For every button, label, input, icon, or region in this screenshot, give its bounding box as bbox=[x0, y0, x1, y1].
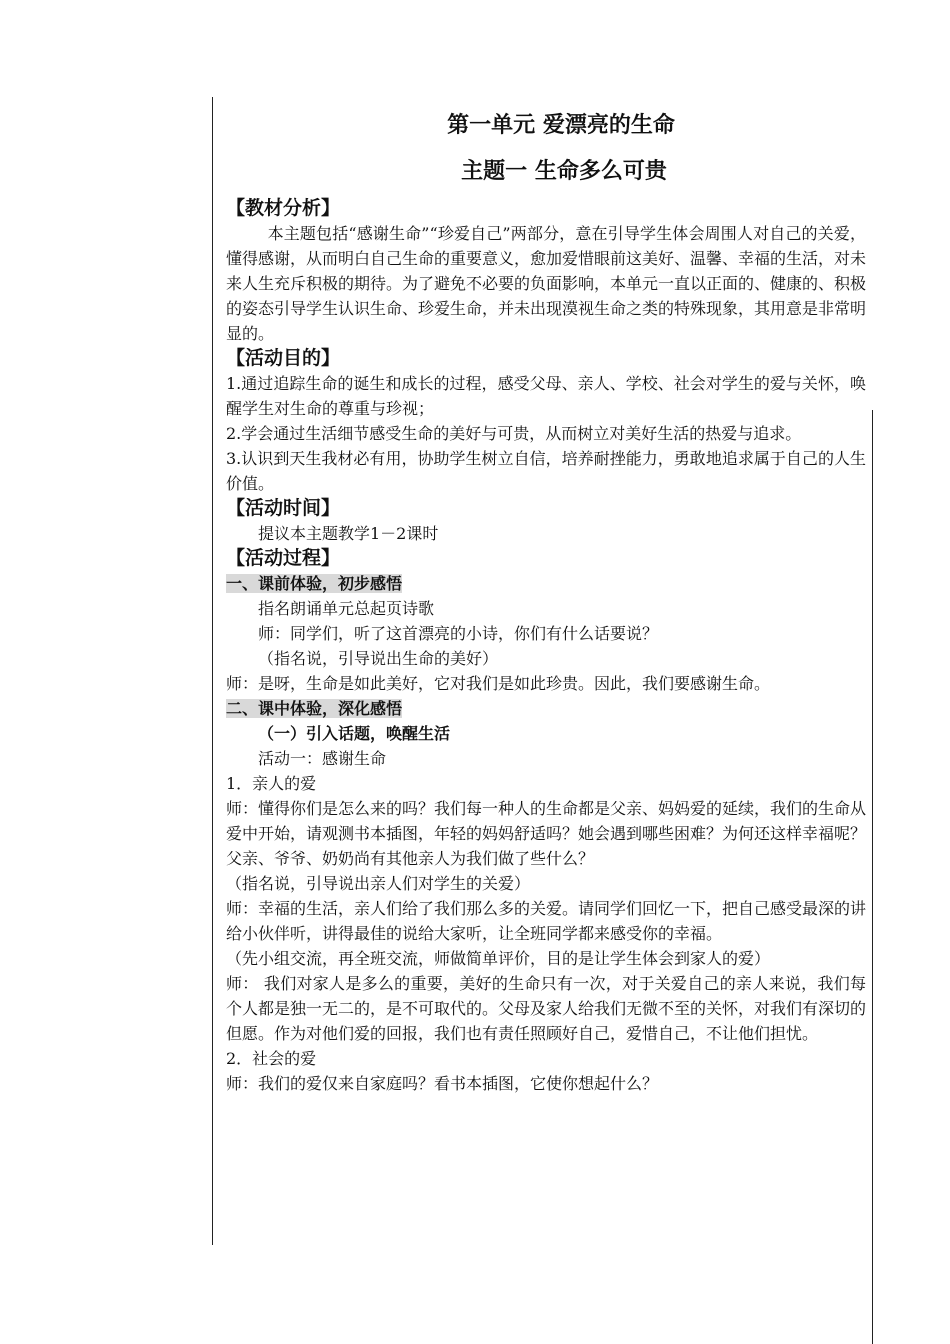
unit-title: 第一单元 爱漂亮的生命 bbox=[447, 113, 675, 138]
step1-paragraph: 指名朗诵单元总起页诗歌 bbox=[258, 599, 435, 618]
step2-paragraph: （指名说，引导说出亲人们对学生的关爱） bbox=[226, 874, 531, 893]
analysis-text: 本主题包括“感谢生命”“珍爱自己”两部分，意在引导学生体会周围人对自己的关爱，懂得感谢，从而明白自己生命的重要意义，愈加爱惜眼前这美好、温馨、幸福的生活，对未来人生充斥积极的期待。为了避免不必要的负面影响，本单元一直以正面的、健康的、积极的姿态引导学生认识生命、珍爱生命，并未出现漠视生命之类的特殊现象，其用意是非常明显的。 bbox=[226, 224, 867, 343]
time-text: 提议本主题教学1－2课时 bbox=[258, 524, 439, 543]
purpose-heading: 【活动目的】 bbox=[226, 347, 341, 369]
step1-paragraph: 师：同学们，听了这首漂亮的小诗，你们有什么话要说？ bbox=[258, 624, 659, 643]
time-heading: 【活动时间】 bbox=[226, 497, 341, 519]
step2-paragraph: 师：幸福的生活，亲人们给了我们那么多的关爱。请同学们回忆一下，把自己感受最深的讲给小伙伴听，讲得最佳的说给大家听，让全班同学都来感受你的幸福。 bbox=[226, 899, 867, 943]
left-margin-rule bbox=[212, 97, 213, 1245]
purpose-item: 2.学会通过生活细节感受生命的美好与可贵，从而树立对美好生活的热爱与追求。 bbox=[226, 424, 802, 443]
step2-heading-text: 二、课中体验，深化感悟 bbox=[226, 699, 403, 718]
step1-paragraph: （指名说，引导说出生命的美好） bbox=[258, 649, 499, 668]
step2-paragraph: 师：我们的爱仅来自家庭吗？看书本插图，它使你想起什么？ bbox=[226, 1074, 659, 1093]
step2-subheading: （一）引入话题，唤醒生活 bbox=[258, 724, 451, 743]
step2-paragraph: （先小组交流，再全班交流，师做简单评价，目的是让学生体会到家人的爱） bbox=[226, 949, 771, 968]
theme-title: 主题一 生命多么可贵 bbox=[461, 159, 667, 184]
step1-paragraph: 师：是呀，生命是如此美好，它对我们是如此珍贵。因此，我们要感谢生命。 bbox=[226, 674, 771, 693]
list-item-title: 1．亲人的爱 bbox=[226, 774, 317, 793]
purpose-item: 1.通过追踪生命的诞生和成长的过程，感受父母、亲人、学校、社会对学生的爱与关怀，唤醒学生对生命的尊重与珍视； bbox=[226, 374, 866, 418]
purpose-item: 3.认识到天生我材必有用，协助学生树立自信，培养耐挫能力，勇敢地追求属于自己的人生价值。 bbox=[226, 449, 866, 493]
activity-title: 活动一：感谢生命 bbox=[258, 749, 387, 768]
analysis-heading: 【教材分析】 bbox=[226, 197, 341, 219]
step1-heading-text: 一、课前体验，初步感悟 bbox=[226, 574, 403, 593]
document-body bbox=[226, 110, 866, 1096]
process-heading: 【活动过程】 bbox=[226, 547, 341, 569]
right-margin-rule bbox=[872, 410, 873, 1344]
step1-heading bbox=[226, 571, 866, 596]
step2-heading bbox=[226, 696, 866, 721]
list-item-title: 2．社会的爱 bbox=[226, 1049, 317, 1068]
step2-paragraph: 师：懂得你们是怎么来的吗？我们每一种人的生命都是父亲、妈妈爱的延续，我们的生命从爱中开始，请观测书本插图，年轻的妈妈舒适吗？她会遇到哪些困难？为何还这样幸福呢？父亲、爷爷、奶奶尚有其他亲人为我们做了些什么？ bbox=[226, 799, 867, 868]
step2-paragraph: 师： 我们对家人是多么的重要，美好的生命只有一次，对于关爱自己的亲人来说，我们每个人都是独一无二的，是不可取代的。父母及家人给我们无微不至的关怀，对我们有深切的但愿。作为对他们爱的回报，我们也有责任照顾好自己，爱惜自己，不让他们担忧。 bbox=[226, 974, 867, 1043]
